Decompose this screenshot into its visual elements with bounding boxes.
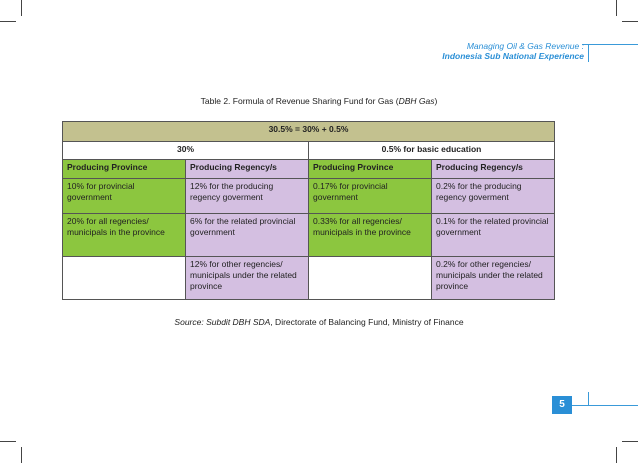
table-cell-empty	[309, 257, 432, 300]
table-cell: 6% for the related provincial government	[186, 214, 309, 257]
crop-mark-bottom-right-v	[616, 447, 617, 463]
table-source	[0, 317, 638, 327]
header-producing-province-2: Producing Province	[309, 160, 432, 179]
source-italic: Source: Subdit DBH SDA	[174, 317, 271, 327]
crop-mark-top-left-v	[21, 0, 22, 16]
table-cell: 0.2% for other regencies/ municipals under the related province	[432, 257, 555, 300]
table-cell: 10% for provincial government	[63, 179, 186, 214]
crop-mark-bottom-right-h	[622, 441, 638, 442]
table-row	[63, 257, 555, 300]
revenue-sharing-table	[62, 121, 555, 300]
caption-suffix: )	[434, 96, 438, 106]
header-producing-regency-2: Producing Regency/s	[432, 160, 555, 179]
table-row	[63, 214, 555, 257]
crop-mark-top-right-h	[622, 21, 638, 22]
crop-mark-top-right-v	[616, 0, 617, 16]
running-header-title: Managing Oil & Gas Revenue :	[466, 41, 584, 51]
crop-mark-bottom-left-h	[0, 441, 16, 442]
caption-italic: DBH Gas	[398, 96, 435, 106]
table-cell: 20% for all regencies/ municipals in the province	[63, 214, 186, 257]
header-tick	[588, 44, 589, 62]
crop-mark-top-left-h	[0, 21, 16, 22]
table-cell: 12% for other regencies/ municipals under the related province	[186, 257, 309, 300]
formula-cell: 30.5% = 30% + 0.5%	[63, 122, 555, 142]
page-number: 5	[552, 396, 572, 414]
footer-rule	[571, 405, 638, 406]
header-producing-province-1: Producing Province	[63, 160, 186, 179]
table-cell: 0.17% for provincial government	[309, 179, 432, 214]
table-header-row	[63, 160, 555, 179]
split-30-cell: 30%	[63, 142, 309, 160]
table-cell: 0.1% for the related provincial government	[432, 214, 555, 257]
crop-mark-bottom-left-v	[21, 447, 22, 463]
table-cell-empty	[63, 257, 186, 300]
table-cell: 12% for the producing regency goverment	[186, 179, 309, 214]
table-cell: 0.33% for all regencies/ municipals in the province	[309, 214, 432, 257]
header-rule	[582, 44, 638, 45]
header-producing-regency-1: Producing Regency/s	[186, 160, 309, 179]
table-row	[63, 179, 555, 214]
running-header-subtitle: Indonesia Sub National Experience	[442, 51, 584, 61]
split-basic-education-cell: 0.5% for basic education	[309, 142, 555, 160]
table-cell: 0.2% for the producing regency goverment	[432, 179, 555, 214]
table-caption	[0, 96, 638, 106]
caption-prefix: Table 2. Formula of Revenue Sharing Fund for Gas (	[200, 96, 399, 106]
footer-tick	[588, 392, 589, 406]
source-rest: , Directorate of Balancing Fund, Ministry of Finance	[270, 317, 464, 327]
